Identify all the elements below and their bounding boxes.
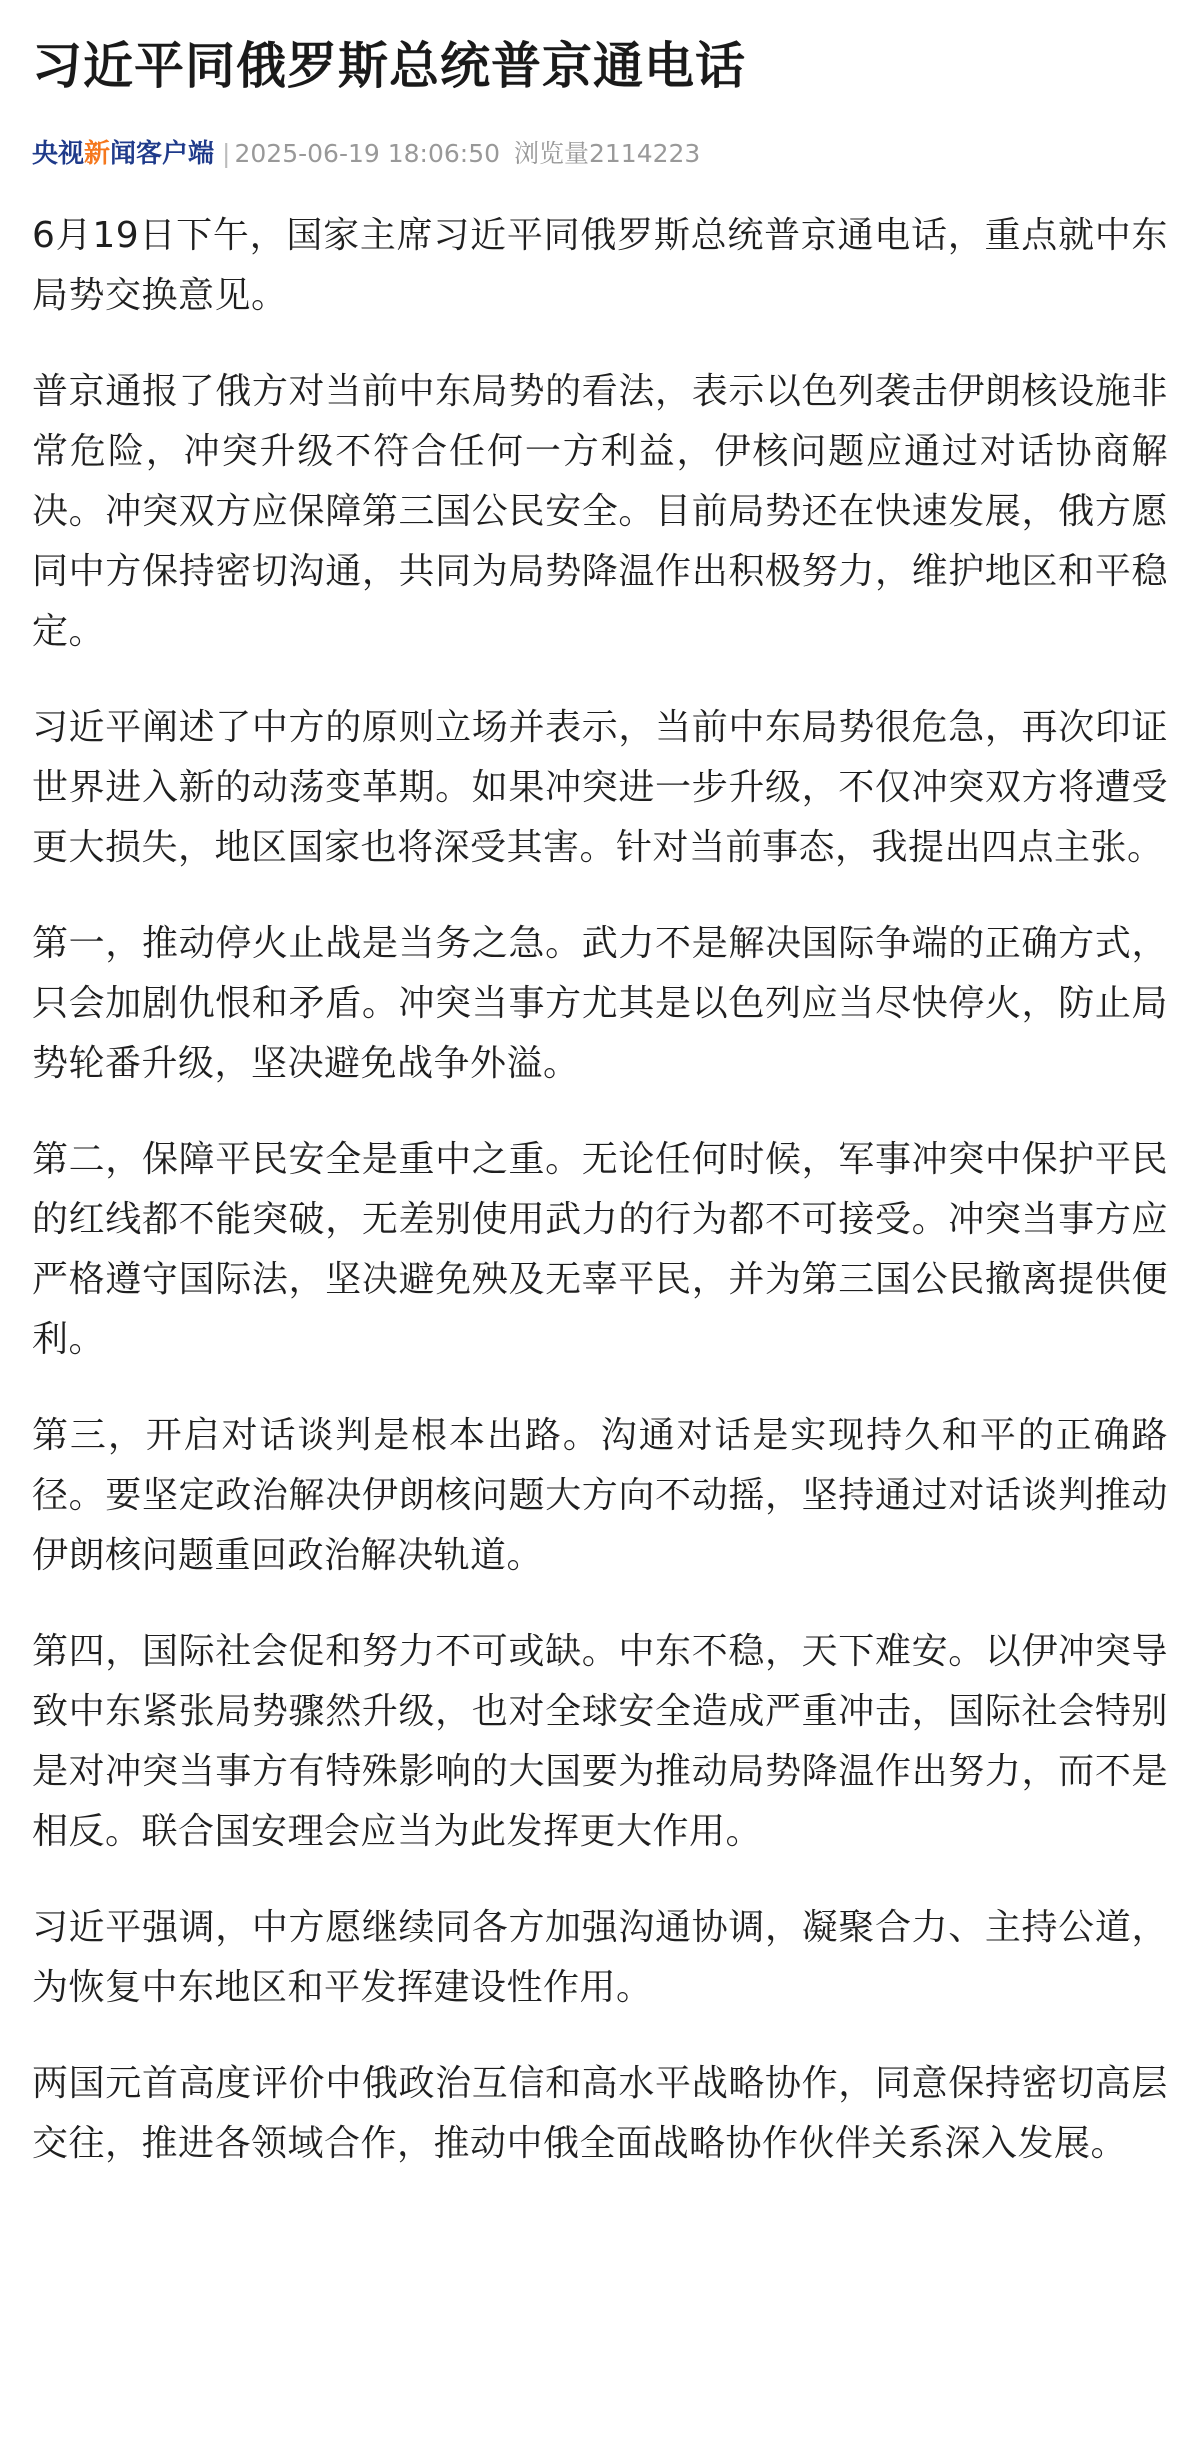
source-brand[interactable] [32,139,214,169]
brand-part-3: 闻客户端 [110,139,215,169]
brand-part-1: 央视 [32,139,85,169]
view-count: 浏览量2114223 [514,139,701,168]
paragraph: 第三，开启对话谈判是根本出路。沟通对话是实现持久和平的正确路径。要坚定政治解决伊朗核问题大方向不动摇，坚持通过对话谈判推动伊朗核问题重回政治解决轨道。 [32,1415,1168,1576]
paragraph: 两国元首高度评价中俄政治互信和高水平战略协作，同意保持密切高层交往，推进各领域合作，推动中俄全面战略协作伙伴关系深入发展。 [32,2063,1168,2164]
article-title: 习近平同俄罗斯总统普京通电话 [32,37,746,95]
publish-date: 2025-06-19 18:06:50 [234,139,500,168]
meta-separator: | [222,139,231,168]
article-meta [32,136,1168,172]
paragraph: 第四，国际社会促和努力不可或缺。中东不稳，天下难安。以伊冲突导致中东紧张局势骤然升级，也对全球安全造成严重冲击，国际社会特别是对冲突当事方有特殊影响的大国要为推动局势降温作出努力，而不是相反。联合国安理会应当为此发挥更大作用。 [32,1631,1168,1852]
brand-part-2: 新 [84,139,111,169]
paragraph: 习近平强调，中方愿继续同各方加强沟通协调，凝聚合力、主持公道，为恢复中东地区和平发挥建设性作用。 [32,1907,1168,2008]
article-body [32,206,1168,2174]
paragraph: 第一，推动停火止战是当务之急。武力不是解决国际争端的正确方式，只会加剧仇恨和矛盾。冲突当事方尤其是以色列应当尽快停火，防止局势轮番升级，坚决避免战争外溢。 [32,923,1168,1084]
paragraph: 普京通报了俄方对当前中东局势的看法，表示以色列袭击伊朗核设施非常危险，冲突升级不符合任何一方利益，伊核问题应通过对话协商解决。冲突双方应保障第三国公民安全。目前局势还在快速发展，俄方愿同中方保持密切沟通，共同为局势降温作出积极努力，维护地区和平稳定。 [32,371,1168,652]
article-container [32,0,1168,2210]
paragraph: 第二，保障平民安全是重中之重。无论任何时候，军事冲突中保护平民的红线都不能突破，无差别使用武力的行为都不可接受。冲突当事方应严格遵守国际法，坚决避免殃及无辜平民，并为第三国公民撤离提供便利。 [32,1139,1168,1360]
paragraph: 习近平阐述了中方的原则立场并表示，当前中东局势很危急，再次印证世界进入新的动荡变革期。如果冲突进一步升级，不仅冲突双方将遭受更大损失，地区国家也将深受其害。针对当前事态，我提出四点主张。 [32,707,1168,868]
paragraph: 6月19日下午，国家主席习近平同俄罗斯总统普京通电话，重点就中东局势交换意见。 [32,215,1168,316]
